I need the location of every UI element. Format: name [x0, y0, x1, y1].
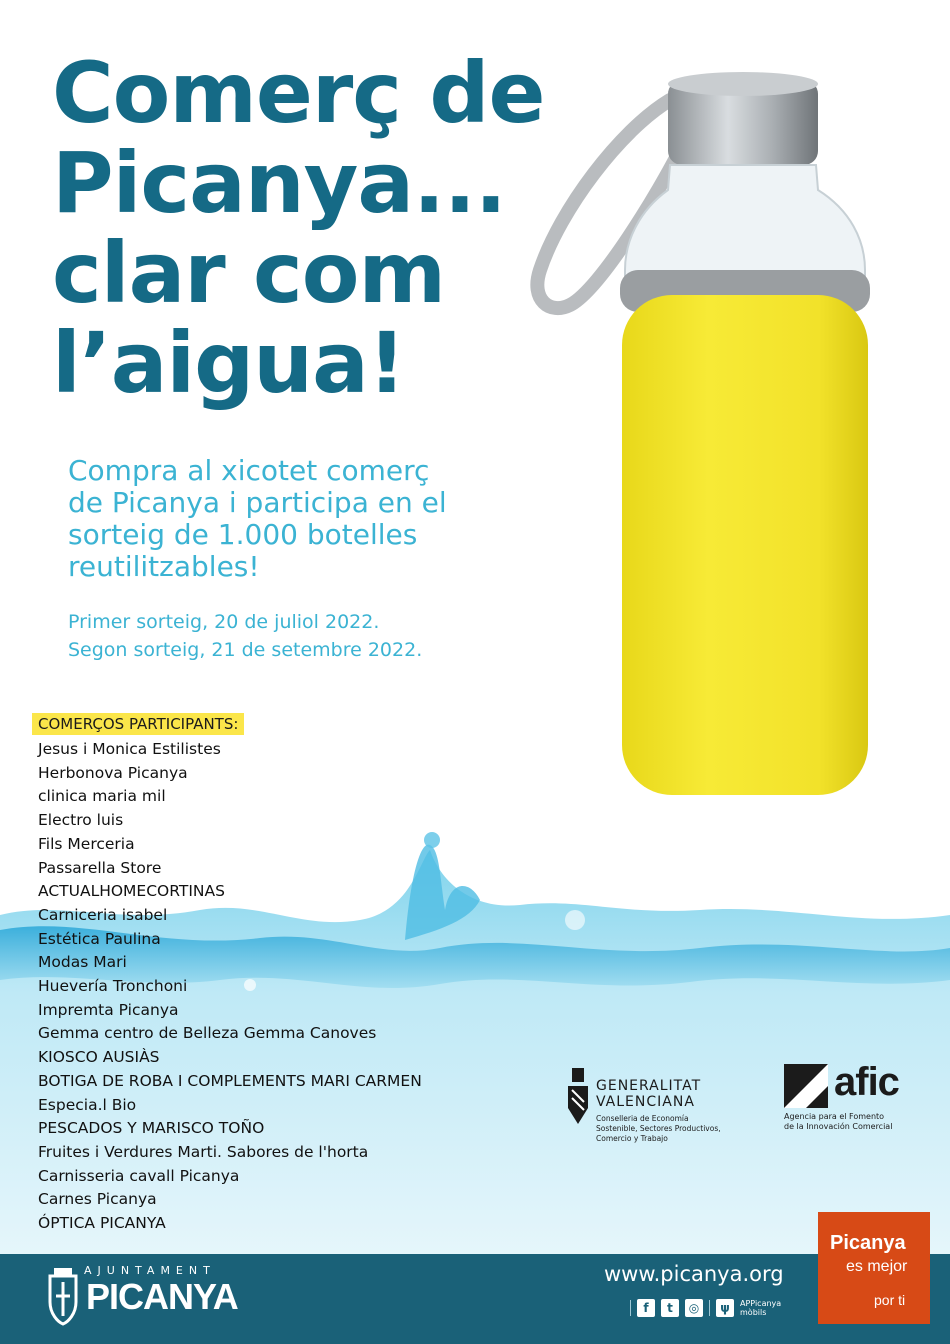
gv-sub-line: Conselleria de Economía	[596, 1114, 689, 1123]
afic-name: afic	[834, 1060, 899, 1104]
headline-line: l’aigua!	[52, 314, 406, 412]
separator	[630, 1300, 631, 1316]
subheading-line: Compra al xicotet comerç	[68, 454, 430, 487]
shop-item: Especia.l Bio	[38, 1095, 137, 1114]
subheading	[68, 455, 568, 583]
crest-icon	[46, 1266, 80, 1326]
generalitat-logo	[566, 1066, 756, 1146]
afic-subtitle	[784, 1112, 924, 1132]
shop-item: ACTUALHOMECORTINAS	[38, 882, 225, 901]
headline-line: Comerç de	[52, 44, 545, 142]
shop-item: Fils Merceria	[38, 834, 135, 853]
shop-item: KIOSCO AUSIÀS	[38, 1048, 160, 1067]
subheading-line: sorteig de 1.000 botelles	[68, 518, 418, 551]
afic-sub-line: de la Innovación Comercial	[784, 1122, 893, 1131]
shop-item: BOTIGA DE ROBA I COMPLEMENTS MARI CARMEN	[38, 1071, 422, 1090]
headline-line: Picanya...	[52, 134, 506, 232]
shop-item: Carniceria isabel	[38, 905, 168, 924]
shop-item: Jesus i Monica Estilistes	[38, 740, 221, 758]
app-icon[interactable]: ψ	[716, 1299, 734, 1317]
gv-sub-line: Sostenible, Sectores Productivos,	[596, 1124, 721, 1133]
shop-item: Passarella Store	[38, 858, 162, 877]
first-draw-date: Primer sorteig, 20 de juliol 2022.	[68, 611, 380, 633]
app-label-line: APPicanya	[740, 1299, 782, 1308]
shop-item: Gemma centro de Belleza Gemma Canoves	[38, 1024, 377, 1043]
shop-item: ÓPTICA PICANYA	[38, 1214, 166, 1233]
shop-item: Carnisseria cavall Picanya	[38, 1166, 240, 1185]
footer-bar	[0, 1254, 950, 1344]
facebook-icon[interactable]: f	[637, 1299, 655, 1317]
subheading-line: reutilitzables!	[68, 550, 260, 583]
app-label[interactable]	[740, 1299, 781, 1317]
shop-item: Herbonova Picanya	[38, 763, 188, 782]
shops-list-title: COMERÇOS PARTICIPANTS:	[32, 713, 244, 735]
twitter-icon[interactable]: t	[661, 1299, 679, 1317]
shops-list	[38, 738, 422, 1236]
gv-subtitle	[596, 1114, 766, 1144]
afic-sub-line: Agencia para el Fomento	[784, 1112, 885, 1121]
gv-logo-icon	[566, 1066, 590, 1126]
afic-logo-icon	[784, 1064, 828, 1108]
gv-sub-line: Comercio y Trabajo	[596, 1134, 668, 1143]
headline-line: clar com	[52, 224, 445, 322]
second-draw-date: Segon sorteig, 21 de setembre 2022.	[68, 639, 423, 661]
shop-item: Huevería Tronchoni	[38, 977, 188, 996]
subheading-line: de Picanya i participa en el	[68, 486, 447, 519]
website-link[interactable]: www.picanya.org	[604, 1262, 784, 1286]
gv-name	[596, 1078, 701, 1110]
picanya-es-mejor-badge	[818, 1212, 930, 1324]
shop-item: Modas Mari	[38, 953, 127, 972]
shop-item: Estética Paulina	[38, 929, 161, 948]
shop-item: Carnes Picanya	[38, 1190, 157, 1209]
badge-line-1: Picanya	[830, 1232, 906, 1254]
ajuntament-label: AJUNTAMENT	[84, 1264, 216, 1277]
headline	[52, 44, 612, 412]
shop-item: Fruites i Verdures Marti. Sabores de l'horta	[38, 1142, 369, 1161]
social-links	[630, 1298, 781, 1318]
badge-line-2: es mejor	[846, 1258, 908, 1275]
separator	[709, 1300, 710, 1316]
shop-item: Electro luis	[38, 811, 124, 830]
instagram-icon[interactable]: ◎	[685, 1299, 703, 1317]
town-name: PICANYA	[86, 1276, 238, 1317]
shop-item: clinica maria mil	[38, 787, 166, 806]
draw-dates	[68, 608, 422, 664]
shop-item: PESCADOS Y MARISCO TOÑO	[38, 1119, 265, 1138]
afic-logo	[784, 1060, 924, 1144]
shop-item: Impremta Picanya	[38, 1000, 179, 1019]
badge-line-3: por ti	[874, 1292, 906, 1308]
gv-name-line: VALENCIANA	[596, 1094, 695, 1110]
gv-name-line: GENERALITAT	[596, 1078, 702, 1094]
app-label-line: mòbils	[740, 1308, 767, 1317]
